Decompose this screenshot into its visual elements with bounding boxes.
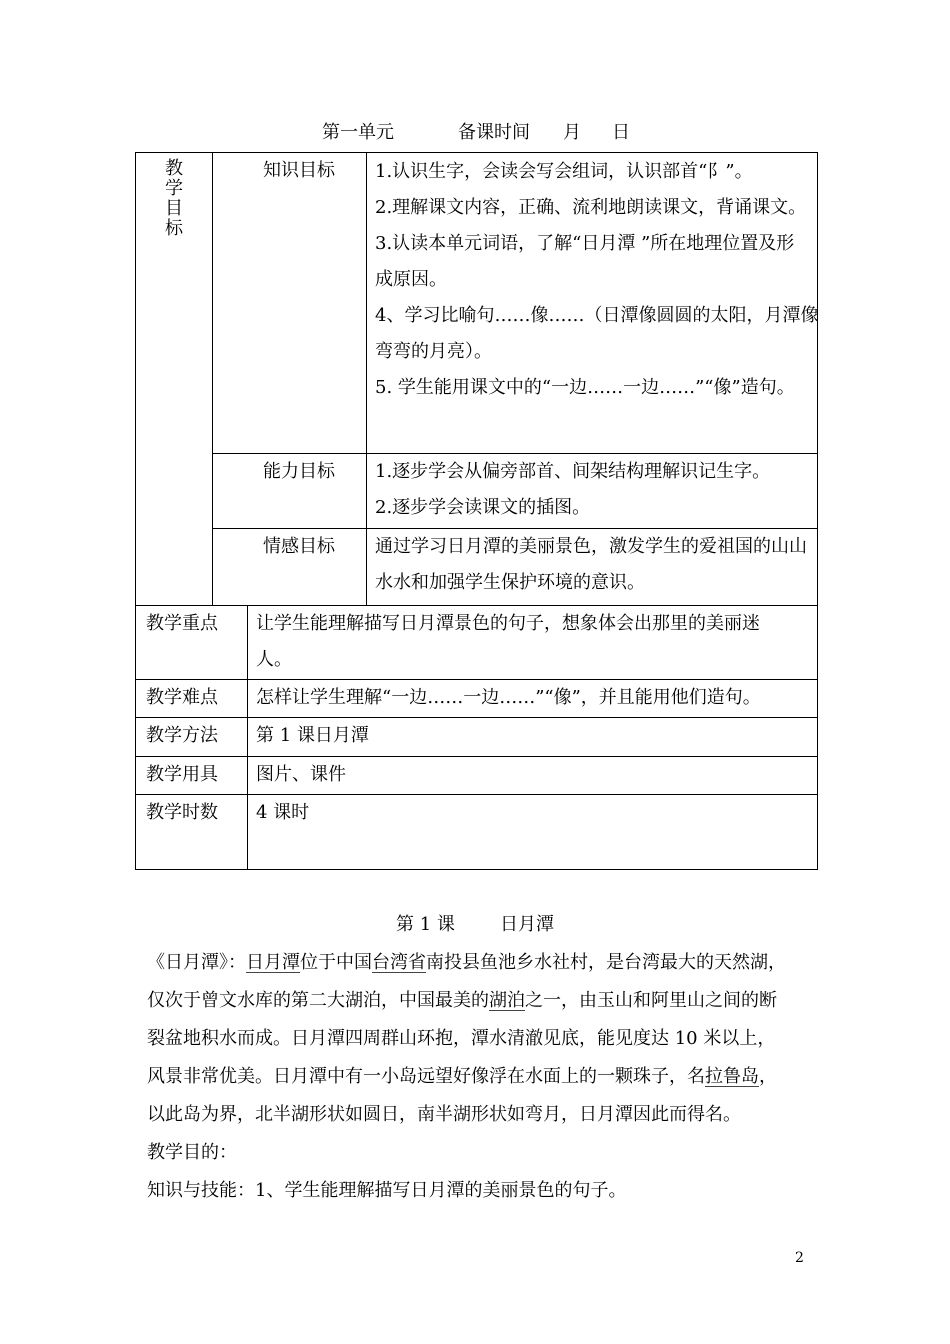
- key-point-label-cell: [136, 606, 248, 680]
- hours-label: 教学时数: [146, 802, 218, 823]
- lesson-name: 日月潭: [500, 914, 554, 935]
- method-label-cell: [136, 718, 248, 757]
- intro-line: 以此岛为界，北半湖形状如圆日，南半湖形状如弯月，日月潭因此而得名。: [147, 1104, 741, 1125]
- intro-line: 风景非常优美。日月潭中有一小岛远望好像浮在水面上的一颗珠子，名拉鲁岛，: [147, 1066, 777, 1087]
- prep-time-label: 备课时间: [458, 122, 530, 143]
- knowledge-goal-row: [136, 153, 818, 454]
- intro-line: 裂盆地积水而成。日月潭四周群山环抱，潭水清澈见底，能见度达 10 米以上，: [147, 1028, 776, 1049]
- hours-line: 4 课时: [256, 802, 310, 823]
- difficulty-row: [136, 680, 818, 718]
- knowledge-line: 5. 学生能用课文中的“一边……一边……”“像”造句。: [375, 377, 795, 398]
- hours-content: [248, 795, 818, 870]
- teaching-purpose-heading: 教学目的：: [147, 1142, 237, 1163]
- teaching-goals-cell: [136, 153, 213, 606]
- ability-goal-label-cell: [213, 454, 367, 529]
- ability-line: 2.逐步学会读课文的插图。: [375, 497, 591, 518]
- hours-label-cell: [136, 795, 248, 870]
- key-point-row: [136, 606, 818, 680]
- emotion-goal-label: 情感目标: [263, 536, 335, 557]
- intro-line: 《日月潭》：日月潭位于中国台湾省南投县鱼池乡水社村，是台湾最大的天然湖，: [147, 952, 786, 973]
- lesson-plan-table: [135, 152, 818, 870]
- knowledge-line: 1.认识生字，会读会写会组词，认识部首“阝”。: [375, 161, 753, 182]
- key-point-content: [248, 606, 818, 680]
- ability-goal-row: [136, 454, 818, 529]
- teaching-goals-label: 教 学 目 标: [165, 158, 183, 239]
- knowledge-line: 2.理解课文内容，正确、流利地朗读课文，背诵课文。: [375, 197, 807, 218]
- tools-label-cell: [136, 757, 248, 795]
- knowledge-skill-line: 知识与技能：1、学生能理解描写日月潭的美丽景色的句子。: [147, 1180, 627, 1201]
- key-point-line: 让学生能理解描写日月潭景色的句子，想象体会出那里的美丽迷: [256, 613, 760, 634]
- knowledge-goal-label: 知识目标: [263, 160, 335, 181]
- ability-goal-label: 能力目标: [263, 461, 335, 482]
- knowledge-line: 弯弯的月亮）。: [375, 341, 492, 362]
- method-content: [248, 718, 818, 757]
- ability-line: 1.逐步学会从偏旁部首、间架结构理解识记生字。: [375, 461, 771, 482]
- month-label: 月: [563, 122, 581, 143]
- knowledge-line: 成原因。: [375, 269, 447, 290]
- knowledge-line: 4、学习比喻句……像……（日潭像圆圆的太阳，月潭像: [375, 305, 819, 326]
- key-point-label: 教学重点: [146, 613, 218, 634]
- method-line: 第 1 课日月潭: [256, 725, 369, 746]
- difficulty-label-cell: [136, 680, 248, 718]
- day-label: 日: [612, 122, 630, 143]
- lesson-title: [0, 910, 950, 940]
- method-row: [136, 718, 818, 757]
- key-point-line: 人。: [256, 649, 292, 670]
- emotion-line: 水水和加强学生保护环境的意识。: [375, 572, 645, 593]
- intro-line: 仅次于曾文水库的第二大湖泊，中国最美的湖泊之一，由玉山和阿里山之间的断: [147, 990, 777, 1011]
- ability-goal-content: [367, 454, 818, 529]
- emotion-goal-row: [136, 529, 818, 606]
- difficulty-line: 怎样让学生理解“一边……一边……”“像”，并且能用他们造句。: [256, 687, 761, 708]
- page-header: [0, 118, 950, 146]
- lesson-intro: [147, 944, 817, 1210]
- tools-row: [136, 757, 818, 795]
- difficulty-content: [248, 680, 818, 718]
- tools-label: 教学用具: [146, 764, 218, 785]
- knowledge-line: 3.认读本单元词语，了解“日月潭 ”所在地理位置及形: [375, 233, 795, 254]
- knowledge-goal-label-cell: [213, 153, 367, 454]
- tools-line: 图片、课件: [256, 764, 346, 785]
- emotion-goal-content: [367, 529, 818, 606]
- page-number: 2: [795, 1250, 804, 1266]
- unit-label: 第一单元: [322, 122, 394, 143]
- hours-row: [136, 795, 818, 870]
- lesson-number: 第 1 课: [396, 914, 455, 935]
- tools-content: [248, 757, 818, 795]
- knowledge-goal-content: [367, 153, 818, 454]
- method-label: 教学方法: [146, 725, 218, 746]
- difficulty-label: 教学难点: [146, 687, 218, 708]
- emotion-goal-label-cell: [213, 529, 367, 606]
- emotion-line: 通过学习日月潭的美丽景色，激发学生的爱祖国的山山: [375, 536, 807, 557]
